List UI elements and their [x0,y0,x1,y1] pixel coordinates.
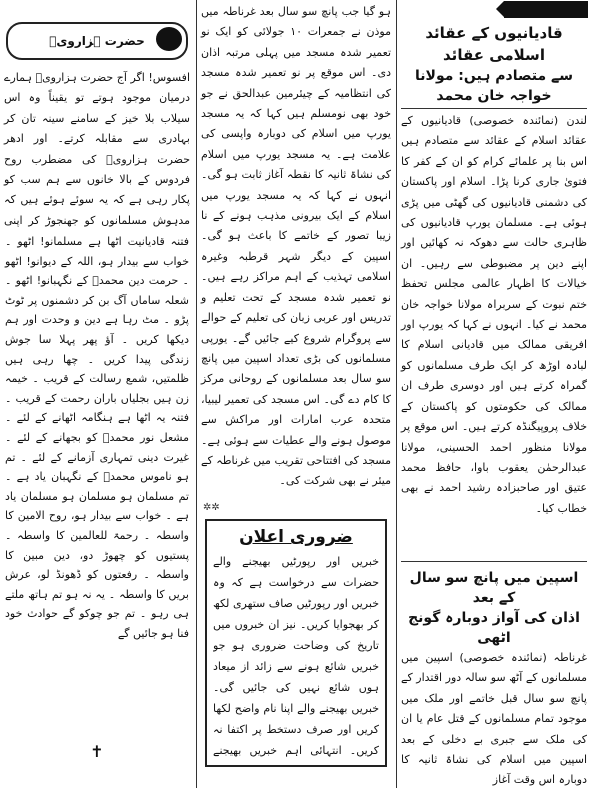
section-header-title: حضرت ہزارویؒ [49,34,145,48]
notice-title: ضروری اعلان [239,527,353,547]
right-column [396,0,590,788]
divider [401,561,587,562]
article-spain-body: غرناطہ (نمائندہ خصوصی) اسپین میں مسلمانوں کے آٹھ سو سالہ دور اقتدار کے پانچ سو سال قبل خاتمے اور ملک میں موجود تمام مسلمانوں کے قتل عام یا ان کی ملک سے جبری بے دخلی کے بعد اسپین میں اسلام کی نشاۃ ثانیہ کا دوبارہ اس وقت آغاز [401,651,587,787]
middle-column [196,0,395,788]
headline-spain-1: اسپین میں پانچ سو سال کے بعد [409,570,579,606]
article-qadiani-body: لندن (نمائندہ خصوصی) قادیانیوں کے عقائد اسلام کے عقائد سے متصادم ہیں اس بنا پر علمائے کرام کو ان کے کفر کا فتویٰ جاری کرنا پڑا۔ اسلام اور پاکستان کی دشمنی قادیانیوں کی گھٹی میں پڑی ہوئی ہے۔ مسلمان یورپ قادیانیوں کی ظاہری حالت سے دھوکہ نہ کھائیں اور اپنے دین پر مضبوطی سے رہیں۔ ان خیالات کا اظہار عالمی مجلس تحفظ ختم نبوت کے سربراہ مولانا خواجہ خان محمد نے کیا۔ انہوں نے کہا کہ یورپ اور افریقی ممالک میں قادیانی اسلام کا لبادہ اوڑھ کر ایک طرف مسلمانوں کو گمراہ کرتے ہیں اور دوسری طرف ان ممالک کی حکومتوں کو پاکستان کے خلاف پروپیگنڈہ کرتے ہیں۔ اس موقع پر مولانا منظور احمد الحسینی، مولانا عبدالرحمٰن یعقوب باوا، حافظ محمد عتیق اور صاحبزادہ رشید احمد نے بھی خطاب کیا۔ [401,114,587,515]
badge [156,27,182,51]
headline-qadiani-1: قادیانیوں کے عقائد اسلامی عقائد [425,24,563,64]
notice-body: خبریں اور رپورٹیں بھیجنے والے حضرات سے درخواست ہے کہ وہ خبریں اور رپورٹیں صاف ستھری لکھ کر بھجوایا کریں۔ نیز ان خبروں میں تاریخ کی وضاحت ضروری ہو جو خبریں شائع ہونے سے زائد از میعاد ہوں شائع نہیں کی جائیں گی۔ خبریں بھیجنے والے اپنا نام واضح لکھا کریں اور صرف دستخط پر اکتفا نہ کریں۔ انتہائی اہم خبریں بھیجنے [213,555,379,757]
notice-box [205,519,387,767]
headline-spain-2: اذان کی آواز دوبارہ گونج اٹھی [408,610,580,646]
article-spain-continued: ہو گیا جب پانچ سو سال بعد غرناطہ میں موذن نے جمعرات ۱۰ جولائی کو ایک نو تعمیر شدہ مسجد میں پہلی مرتبہ اذان دی۔ اس موقع پر نو تعمیر شدہ مسجد کی انتظامیہ کے چیئرمین عبدالحق نے جو خود بھی نومسلم ہیں کہا کہ یہ مسجد یورپ میں اسلام کی دوبارہ واپسی کی علامت ہے۔ یہ مسجد یورپ میں اسلام کی نشاۃ ثانیہ کا نقطہ آغاز ثابت ہو گی۔ انہوں نے کہا کہ یہ مسجد یورپ میں اسلام کے ایک بیرونی مذہب ہونے کے نا زیبا تصور کے خاتمے کا باعث ہو گی۔ اسپین کے دیگر شہر قرطبہ وغیرہ اسلامی تہذیب کے اہم مراکز رہے ہیں۔ نو تعمیر شدہ مسجد کے تحت تعلیم و تدریس اور عربی زبان کی تعلیم کے حوالے سے پروگرام شروع کیے جائیں گے۔ یورپی مسلمانوں کی بڑی تعداد اسپین میں پانچ سو سال بعد مسلمانوں کے روحانی مرکز کا کام دے گی۔ اس مسجد کی تعمیر لیبیا، متحدہ عرب امارات اور مراکش سے موصول ہونے والے عطیات سے ہوئی ہے۔ مسجد کی افتتاحی تقریب میں غرناطہ کے میئر نے بھی شرکت کی۔ [201,5,391,488]
divider [401,108,587,109]
article-hazarvi-intro: افسوس! اگر آج حضرت ہزارویؒ ہمارے درمیان موجود ہوتے تو یقیناً وہ اس سیلاب بلا خیز کے سامنے سینہ تان کر بہادری سے مقابلہ کرتے۔ اور ادھر حضرت ہزارویؒ کی مضطرب روح فردوس کے بالا خانوں سے ہم سب کو پکار رہی ہے کہ یہ سوئے ہوئے ہیں کہ مدہوش مسلمانوں کو جھنجوڑ کر اپنی [4,71,190,227]
section-header-box [6,22,188,60]
headline-qadiani-2: سے متصادم ہیں: مولانا خواجہ خان محمد [415,68,573,104]
end-cross-icon: ✝ [90,742,104,761]
section-banner [504,1,588,18]
left-column [0,0,194,788]
poem-verses: فتنہ قادیانیت اٹھا ہے مسلمانو! اٹھو ۔ خواب سے بیدار ہو، اللہ کے دیوانو! اٹھو ۔ حرمت دین محمدؐ کے نگہبانو! اٹھو ۔ شعلہ ساماں آگ بن کر دشمنوں پر ٹوٹ پڑو ۔ مٹ رہا ہے دین و وحدت اور ہم دیکھا کریں ۔ آؤ پھر پہلا سا جوش زندگی پیدا کریں ۔ چھا رہی ہیں ظلمتیں، شمع رسالت کے قریب ۔ خیمہ زن ہیں بجلیاں باران رحمت کے قریب ۔ فتنہ یہ اٹھا ہے ہنگامہ اٹھانے کے لئے ۔ مشعل نور محمدؐ کو بجھانے کے لئے ۔ غیرت دینی تمہاری آزمانے کے لئے ۔ تم ہو ناموس محمدؐ کے نگہبان یاد ہے ۔ تم مسلمان ہو مسلمان ہو مسلمان یاد ہے ۔ خواب سے بیدار ہو، روح الامین کا واسطہ ۔ رحمۃ للعالمین کا واسطہ ۔ پستیوں کو چھوڑ دو، دین مبین کا واسطہ ۔ رفعتوں کو ڈھونڈ لو، عرش بریں کا واسطہ ۔ یہ نہ ہو تم ہاتھ ملتے ہی رہو ۔ تم جو چوکو گے حوادث خود فنا ہو جائیں گے [5,235,189,640]
end-ornament: ✲✲ [203,502,220,513]
